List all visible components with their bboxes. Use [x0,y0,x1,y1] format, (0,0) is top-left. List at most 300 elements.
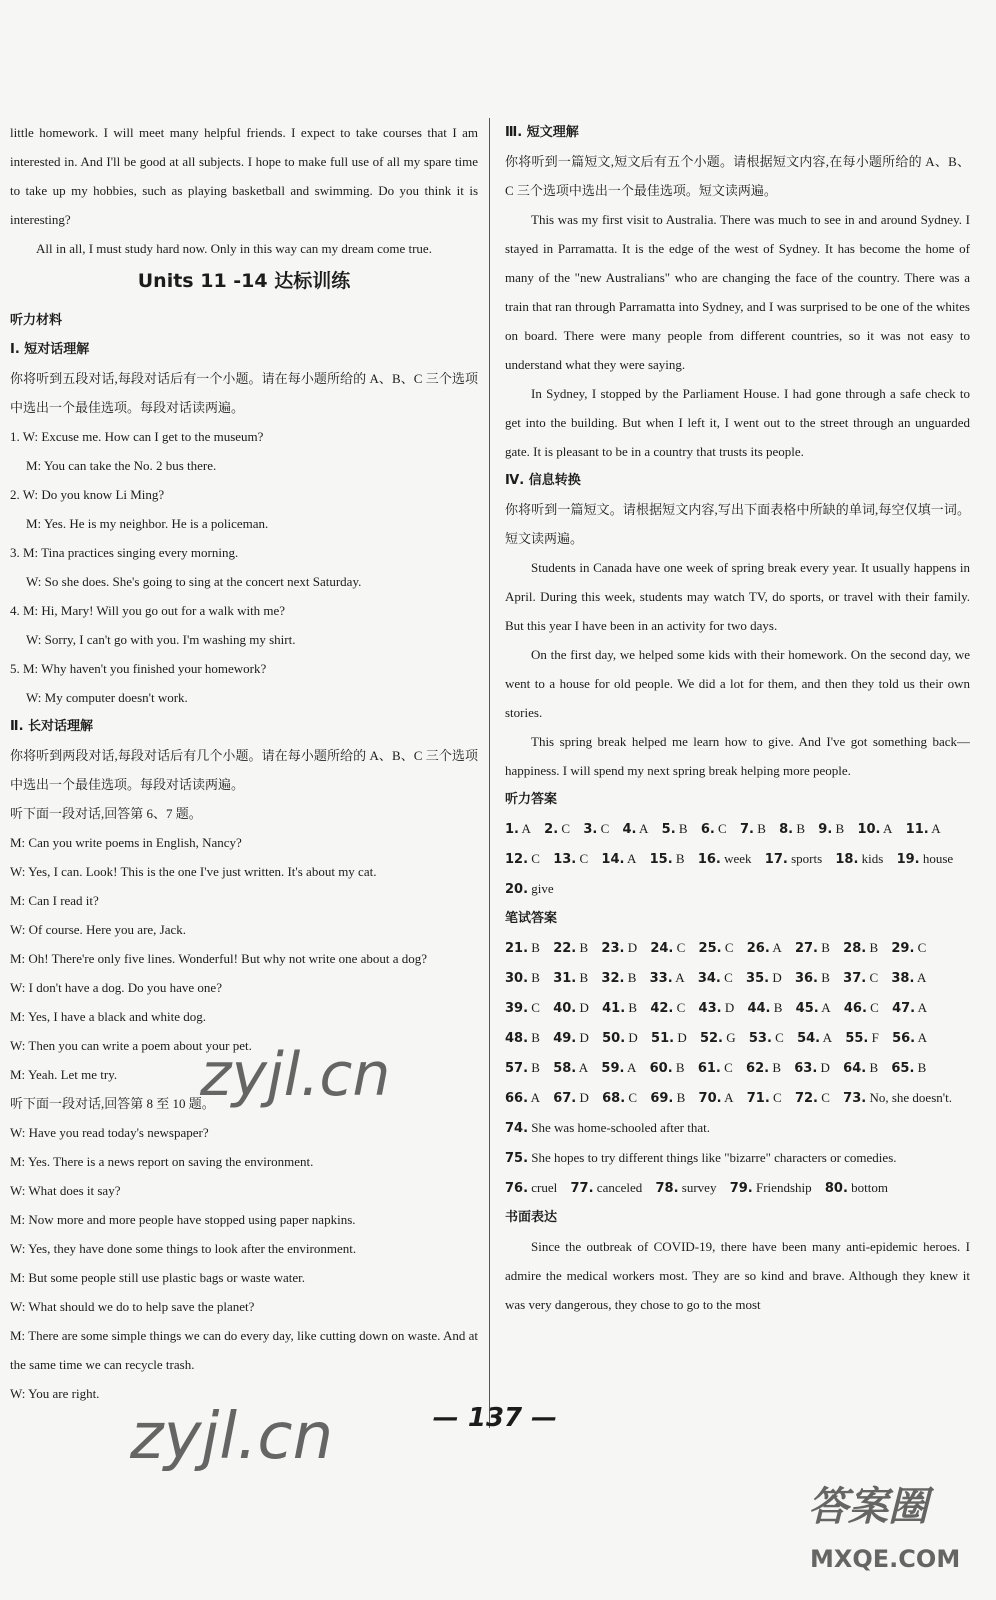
answer-value: D [579,1000,589,1015]
answer-value: B [821,970,830,985]
answer-item [825,1180,888,1195]
answer-value: C [561,821,571,836]
answer-number: 28. [843,941,867,956]
dialogue-line: 听下面一段对话,回答第 6、7 题。 [10,806,202,821]
watermark-logo: 答案圈 [808,1484,928,1530]
passage-paragraph: On the first day, we helped some kids with their homework. On the second day, we went to a house for old people. We did a lot for them, and then they told us their own stories. [505,647,970,720]
dialogue-line: M: There are some simple things we can do every day, like cutting down on waste. And at the same time we can recycle trash. [10,1328,478,1372]
part2-dialogues [10,799,478,1408]
answer-value: D [820,1060,830,1075]
answer-number: 38. [891,971,915,986]
answer-value: bottom [851,1180,888,1195]
answer-value: B [678,821,688,836]
answer-number: 24. [650,941,674,956]
answer-number: 55. [845,1031,869,1046]
answer-number: 17. [764,852,788,867]
answer-item [843,940,878,955]
part4-instructions: 你将听到一篇短文。请根据短文内容,写出下面表格中所缺的单词,每空仅填一词。短文读两遍。 [505,502,970,546]
answer-number: 5. [661,822,676,837]
answer-item [892,1000,927,1015]
answer-item [583,821,609,836]
dialogue-line: M: Yes. There is a news report on saving the environment. [10,1154,314,1169]
answer-value: A [917,1030,928,1045]
answer-value: B [627,970,637,985]
dialogue-line: 1. W: Excuse me. How can I get to the museum? [10,429,264,444]
answer-value: B [835,821,845,836]
part1-instructions: 你将听到五段对话,每段对话后有一个小题。请在每小题所给的 A、B、C 三个选项中选出一个最佳选项。每段对话读两遍。 [10,371,478,415]
answer-value: B [531,1030,540,1045]
answer-item [505,1000,540,1015]
answer-value: D [579,1090,589,1105]
left-column [10,118,478,1450]
answer-value: B [821,940,830,955]
answer-item [795,940,830,955]
answer-number: 37. [843,971,867,986]
answer-number: 47. [892,1001,916,1016]
answer-item [843,1060,878,1075]
answer-number: 79. [729,1181,753,1196]
answer-number: 78. [655,1181,679,1196]
answer-item [601,1060,636,1075]
dialogue-line: W: My computer doesn't work. [26,690,188,705]
dialogue-line: W: Of course. Here you are, Jack. [10,922,187,937]
answer-value: B [675,851,685,866]
answer-number: 10. [857,822,881,837]
answer-item [746,1060,781,1075]
answer-number: 23. [601,941,625,956]
answer-item [794,1060,830,1075]
answer-number: 58. [553,1061,577,1076]
dialogue-line: M: Can I read it? [10,893,99,908]
answer-item [650,1060,685,1075]
answer-number: 46. [843,1001,867,1016]
answer-value: B [531,940,540,955]
answer-item [651,1030,687,1045]
answer-value: C [531,1000,540,1015]
passage-paragraph: In Sydney, I stopped by the Parliament House. I had gone through a safe check to get into the building. But when I left it, I went out to the street through an unguarded gate. It is pleasant to be in a country that trusts its people. [505,386,970,459]
answer-item [844,1000,879,1015]
answer-number: 31. [553,971,577,986]
part3-instructions: 你将听到一篇短文,短文后有五个小题。请根据短文内容,在每小题所给的 A、B、C 三个选项中选出一个最佳选项。短文读两遍。 [505,154,970,198]
answer-item [700,1030,736,1045]
answer-item [601,851,636,866]
answer-value: B [676,1090,686,1105]
answer-value: B [772,1060,781,1075]
dialogue-line: W: So she does. She's going to sing at the concert next Saturday. [26,574,362,589]
answer-number: 62. [746,1061,770,1076]
intro-paragraph: little homework. I will meet many helpful friends. I expect to take courses that I am interested in. And I'll be good at all subjects. I hope to make full use of all my spare time to take up my hobbies, such as playing basketball and swimming. Do you think it is interesting? [10,125,478,227]
answer-value: D [724,1000,735,1015]
answer-item [602,1090,637,1105]
answer-value: B [869,1060,879,1075]
page-number: — 137 — [432,1403,558,1433]
answer-item [857,821,892,836]
answer-number: 44. [747,1001,771,1016]
answer-number: 15. [649,852,673,867]
answer-value: B [531,1060,540,1075]
answer-number: 6. [700,822,715,837]
answer-number: 70. [698,1091,722,1106]
answer-number: 64. [843,1061,867,1076]
watermark-site: MXQE.COM [810,1545,961,1573]
answer-item [544,821,570,836]
answer-number: 12. [505,852,529,867]
written-answers [505,933,970,1203]
answer-value: B [675,1060,685,1075]
answer-value: A [626,851,637,866]
answer-value: A [675,970,685,985]
answer-item [747,940,782,955]
answer-value: A [822,1030,833,1045]
answer-value: D [628,1030,638,1045]
answer-number: 45. [795,1001,819,1016]
answer-item [553,851,588,866]
answer-item [747,1090,782,1105]
answer-item [796,1000,831,1015]
answer-number: 1. [505,822,519,837]
answer-number: 73. [843,1091,867,1106]
listening-answers [505,814,970,904]
answer-value: C [676,940,686,955]
answer-number: 25. [698,941,722,956]
right-column [505,118,970,1450]
answer-value: A [821,1000,831,1015]
listening-material-heading: 听力材料 [10,313,63,328]
answer-value: Friendship [756,1180,812,1195]
answer-number: 22. [553,941,577,956]
passage-paragraph: Students in Canada have one week of spring break every year. It usually happens in April. During this week, students may watch TV, do sports, or travel with their family. But this year I have been in an activity for two days. [505,560,970,633]
answer-number: 61. [697,1061,721,1076]
dialogue-line: 4. M: Hi, Mary! Will you go out for a walk with me? [10,603,286,618]
answer-number: 3. [583,822,598,837]
answer-value: F [871,1030,879,1045]
answer-number: 19. [896,852,920,867]
answer-number: 7. [739,822,754,837]
answer-item [601,970,636,985]
answer-item [505,881,554,896]
answer-item [906,821,941,836]
answer-value: C [724,970,733,985]
dialogue-line: 2. W: Do you know Li Ming? [10,487,165,502]
answer-item [795,970,830,985]
answer-value: C [917,940,927,955]
passage-paragraph: This was my first visit to Australia. There was much to see in and around Sydney. I stayed in Parramatta. It is the edge of the west of Sydney. It has become the home of many of the "new Australians" who are changing the face of the country. There was a train that ran through Parramatta into Sydney, and I was surprised to be one of the whites on board. There were many people from different countries, so it was not easy to understand what they were saying. [505,212,970,372]
answer-item [730,1180,812,1195]
answer-value: house [922,851,954,866]
answer-item [650,940,685,955]
answer-item [650,970,685,985]
answer-value: B [796,821,806,836]
answer-number: 32. [601,971,625,986]
answer-number: 71. [746,1091,770,1106]
answer-value: B [628,1000,638,1015]
answer-item [505,940,540,955]
answer-value: A [931,821,941,836]
writing-paragraph: Since the outbreak of COVID-19, there have been many anti-epidemic heroes. I admire the medical workers most. They are so kind and brave. Although they knew it was very dangerous, they chose to go to the most [505,1239,970,1312]
answer-item [891,1060,926,1075]
answer-number: 8. [779,822,794,837]
section-title: Units 11 -14 达标训练 [137,270,351,292]
answer-number: 66. [505,1091,529,1106]
part1-heading: Ⅰ. 短对话理解 [10,342,90,357]
answer-value: A [772,940,782,955]
dialogue-line: M: Yeah. Let me try. [10,1067,118,1082]
answer-value: C [676,1000,686,1015]
answer-item [650,851,685,866]
answer-value: C [773,1090,782,1105]
written-answers-heading: 笔试答案 [505,911,558,926]
answer-number: 4. [622,822,637,837]
part4-passage [505,553,970,785]
answer-value: cruel [531,1180,558,1195]
dialogue-line: W: You are right. [10,1386,100,1401]
answer-item [835,851,883,866]
answer-number: 53. [748,1031,772,1046]
watermark-zyjl-2: zyjl.cn [130,1400,334,1474]
answer-value: sports [791,851,823,866]
answer-number: 40. [553,1001,577,1016]
answer-value: She was home-schooled after that. [531,1120,710,1135]
answer-value: A [530,1090,540,1105]
dialogue-line: W: Have you read today's newspaper? [10,1125,209,1140]
dialogue-line: W: I don't have a dog. Do you have one? [10,980,222,995]
answer-value: C [821,1090,830,1105]
answer-number: 63. [794,1061,818,1076]
answer-number: 41. [602,1001,626,1016]
answer-number: 33. [649,971,673,986]
answer-number: 16. [697,852,721,867]
dialogue-line: M: But some people still use plastic bags or waste water. [10,1270,305,1285]
answer-number: 54. [797,1031,821,1046]
answer-item [891,970,926,985]
answer-item [699,1000,735,1015]
answer-value: B [579,970,589,985]
answer-number: 65. [891,1061,915,1076]
answer-number: 34. [697,971,721,986]
answer-item [779,821,805,836]
answer-item [698,851,752,866]
answer-item [746,970,782,985]
answer-value: C [718,821,727,836]
answer-value: A [578,1060,589,1075]
answer-item [650,1090,685,1105]
answer-item [749,1030,784,1045]
answer-value: C [600,821,610,836]
writing-heading: 书面表达 [505,1210,558,1225]
answer-item [747,1000,782,1015]
answer-item [553,1030,589,1045]
answer-item [656,1180,717,1195]
answer-number: 76. [505,1181,529,1196]
answer-item [797,1030,832,1045]
answer-item [650,1000,685,1015]
answer-number: 75. [505,1151,529,1166]
answer-number: 49. [553,1031,577,1046]
answer-item [765,851,822,866]
answer-value: C [724,1060,733,1075]
answer-number: 51. [651,1031,675,1046]
answer-value: She hopes to try different things like "bizarre" characters or comedies. [531,1150,897,1165]
answer-value: A [627,1060,637,1075]
answer-item [505,851,540,866]
answer-item [601,940,637,955]
intro-paragraph-2: All in all, I must study hard now. Only in this way can my dream come true. [36,241,432,256]
answer-value: A [917,1000,928,1015]
dialogue-line: W: Then you can write a poem about your pet. [10,1038,252,1053]
answer-item [740,821,766,836]
dialogue-line: M: Yes. He is my neighbor. He is a policeman. [26,516,269,531]
answer-value: C [870,1000,879,1015]
answer-value: D [627,940,638,955]
dialogue-line: 听下面一段对话,回答第 8 至 10 题。 [10,1096,215,1111]
answer-value: survey [681,1180,717,1195]
answer-value: week [724,851,752,866]
answer-number: 59. [601,1061,625,1076]
answer-value: C [775,1030,784,1045]
answer-number: 14. [601,852,625,867]
answer-number: 30. [505,971,529,986]
answer-number: 68. [602,1091,626,1106]
dialogue-line: M: Oh! There're only five lines. Wonderful! But why not write one about a dog? [10,951,428,966]
answer-item [818,821,844,836]
answer-item [505,1150,897,1165]
dialogue-line: W: Sorry, I can't go with you. I'm washing my shirt. [26,632,296,647]
answer-number: 36. [794,971,818,986]
answer-item [602,1030,638,1045]
answer-item [699,1090,734,1105]
column-divider [489,118,490,1428]
answer-number: 27. [794,941,818,956]
answer-item [553,1060,588,1075]
answer-item [701,821,727,836]
answer-number: 13. [553,852,577,867]
answer-value: A [521,821,531,836]
passage-paragraph: This spring break helped me learn how to give. And I've got something back—happiness. I will spend my next spring break helping more people. [505,734,970,778]
answer-number: 48. [505,1031,529,1046]
answer-number: 9. [818,822,833,837]
answer-item [505,1060,540,1075]
answer-item [571,1180,643,1195]
answer-item [699,940,734,955]
part2-instructions: 你将听到两段对话,每段对话后有几个小题。请在每小题所给的 A、B、C 三个选项中选出一个最佳选项。每段对话读两遍。 [10,748,478,792]
answer-item [553,940,588,955]
answer-number: 39. [505,1001,529,1016]
answer-item [505,1030,540,1045]
answer-item [698,1060,733,1075]
answer-number: 56. [892,1031,916,1046]
answer-value: give [531,881,554,896]
answer-value: C [628,1090,638,1105]
answer-value: D [772,970,782,985]
answer-number: 74. [505,1121,529,1136]
answer-value: G [726,1030,736,1045]
answer-value: B [531,970,540,985]
answer-value: C [579,851,589,866]
answer-number: 57. [505,1061,529,1076]
answer-item [505,1090,540,1105]
answer-number: 50. [602,1031,626,1046]
answer-item [505,970,540,985]
dialogue-line: 5. M: Why haven't you finished your homework? [10,661,267,676]
answer-value: C [531,851,540,866]
answer-item [843,1090,952,1105]
answer-number: 21. [505,941,529,956]
answer-number: 69. [650,1091,674,1106]
answer-value: D [579,1030,589,1045]
answer-value: No, she doesn't. [869,1090,952,1105]
answer-number: 2. [544,822,559,837]
answer-number: 29. [891,941,915,956]
answer-value: kids [861,851,884,866]
answer-item [845,1030,879,1045]
answer-item [622,821,648,836]
answer-value: A [639,821,649,836]
answer-value: B [579,940,589,955]
answer-value: A [916,970,927,985]
answer-value: B [869,940,879,955]
answer-number: 77. [570,1181,594,1196]
part2-heading: Ⅱ. 长对话理解 [10,719,94,734]
answer-value: C [724,940,734,955]
answer-value: A [883,821,893,836]
answer-item [892,1030,927,1045]
answer-item [795,1090,830,1105]
answer-item [553,1000,589,1015]
answer-value: D [677,1030,687,1045]
answer-number: 26. [746,941,770,956]
answer-item [553,1090,589,1105]
part3-passage [505,205,970,466]
answer-item [602,1000,637,1015]
answer-number: 80. [824,1181,848,1196]
dialogue-line: M: Yes, I have a black and white dog. [10,1009,207,1024]
answer-number: 35. [746,971,770,986]
answer-value: B [773,1000,783,1015]
dialogue-line: 3. M: Tina practices singing every morning. [10,545,239,560]
dialogue-line: W: What does it say? [10,1183,121,1198]
part3-heading: Ⅲ. 短文理解 [505,125,579,140]
answer-value: B [757,821,766,836]
answer-item [662,821,688,836]
answer-item [505,821,531,836]
answer-value: C [869,970,879,985]
answer-number: 20. [505,882,529,897]
answer-number: 72. [794,1091,818,1106]
part1-dialogues [10,422,478,712]
dialogue-line: W: What should we do to help save the planet? [10,1299,255,1314]
dialogue-line: M: You can take the No. 2 bus there. [26,458,217,473]
answer-value: A [724,1090,734,1105]
answer-number: 11. [905,822,929,837]
listening-answers-heading: 听力答案 [505,792,558,807]
answer-value: B [917,1060,927,1075]
answer-number: 67. [553,1091,577,1106]
answer-value: canceled [596,1180,643,1195]
dialogue-line: W: Yes, they have done some things to look after the environment. [10,1241,357,1256]
answer-number: 18. [835,852,859,867]
answer-item [843,970,878,985]
answer-number: 52. [699,1031,723,1046]
part4-heading: Ⅳ. 信息转换 [505,473,581,488]
answer-item [505,1180,557,1195]
dialogue-line: M: Now more and more people have stopped using paper napkins. [10,1212,356,1227]
answer-item [897,851,954,866]
dialogue-line: W: Yes, I can. Look! This is the one I've just written. It's about my cat. [10,864,377,879]
watermark-zyjl: zyjl.cn [200,1040,391,1110]
answer-number: 42. [650,1001,674,1016]
answer-number: 60. [649,1061,673,1076]
answer-item [553,970,588,985]
